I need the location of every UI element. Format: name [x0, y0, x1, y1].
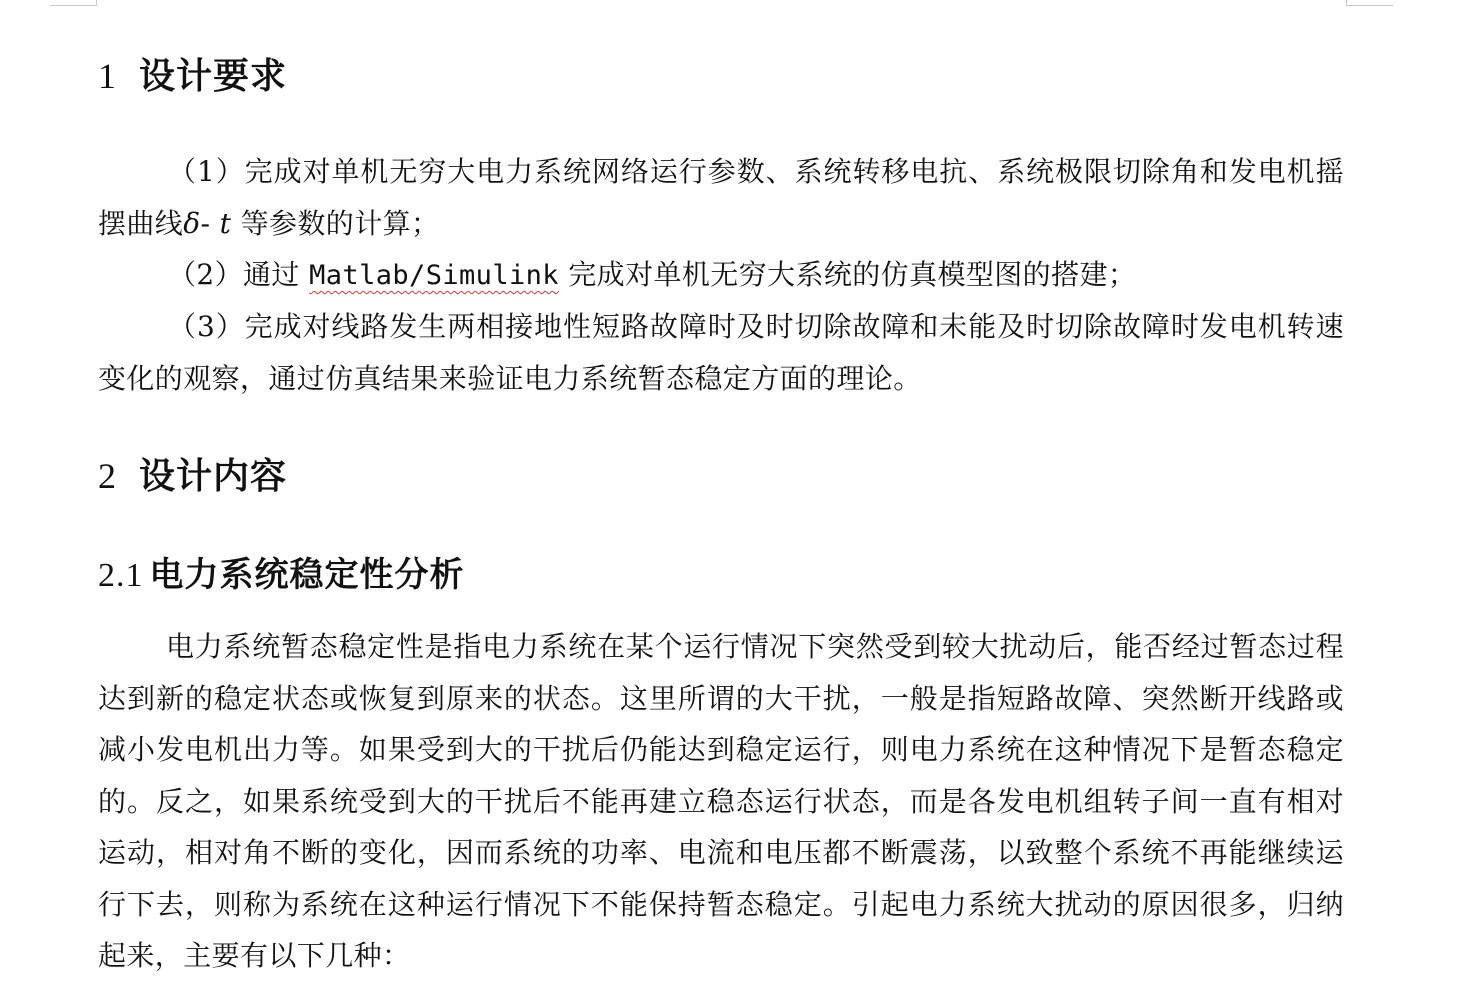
- heading-number: 2: [98, 456, 117, 496]
- matlab-simulink-term: Matlab/Simulink: [309, 260, 559, 291]
- requirement-item-1[interactable]: [98, 146, 1344, 250]
- heading-title: 电力系统稳定性分析: [149, 555, 465, 595]
- stability-analysis-paragraph[interactable]: [98, 621, 1344, 993]
- requirement-text-end: 完成对单机无穷大系统的仿真模型图的搭建；: [558, 258, 1137, 291]
- t-symbol: t: [219, 206, 232, 240]
- heading-title: 设计内容: [139, 456, 288, 497]
- heading-title: 设计要求: [139, 56, 288, 97]
- dash-symbol: -: [200, 206, 220, 240]
- page-corner-mark-left: [50, 0, 97, 6]
- requirement-text: （3）完成对线路发生两相接地性短路故障时及时切除故障和未能及时切除故障时发电机转速变化的观察，通过仿真结果来验证电力系统暂态稳定方面的理论。: [98, 310, 1344, 395]
- heading-number: 2.1: [98, 557, 144, 594]
- page-corner-mark-right: [1346, 0, 1393, 6]
- requirement-item-3[interactable]: [98, 301, 1344, 405]
- requirement-text: （1）完成对单机无穷大电力系统网络运行参数、系统转移电抗、系统极限切除角和发电机摇摆曲线: [98, 155, 1344, 240]
- requirement-text-end: 等参数的计算；: [231, 206, 440, 240]
- heading-number: 1: [98, 56, 117, 96]
- requirement-item-2[interactable]: [98, 249, 1344, 301]
- requirement-text: （2）通过: [168, 258, 310, 291]
- delta-symbol: δ: [183, 206, 201, 240]
- document-page: [98, 0, 1344, 993]
- heading-section-2: [98, 458, 287, 495]
- paragraph-text: 电力系统暂态稳定性是指电力系统在某个运行情况下突然受到较大扰动后，能否经过暂态过程达到新的稳定状态或恢复到原来的状态。这里所谓的大干扰，一般是指短路故障、突然断开线路或减小发电机出力等。如果受到大的干扰后仍能达到稳定运行，则电力系统在这种情况下是暂态稳定的。反之，如果系统受到大的干扰后不能再建立稳态运行状态，而是各发电机组转子间一直有相对运动，相对角不断的变化，因而系统的功率、电流和电压都不断震荡，以致整个系统不再能继续运行下去，则称为系统在这种运行情况下不能保持暂态稳定。引起电力系统大扰动的原因很多，归纳起来，主要有以下几种：: [98, 630, 1344, 972]
- heading-section-2-1: [98, 555, 465, 595]
- heading-section-1: [98, 58, 287, 95]
